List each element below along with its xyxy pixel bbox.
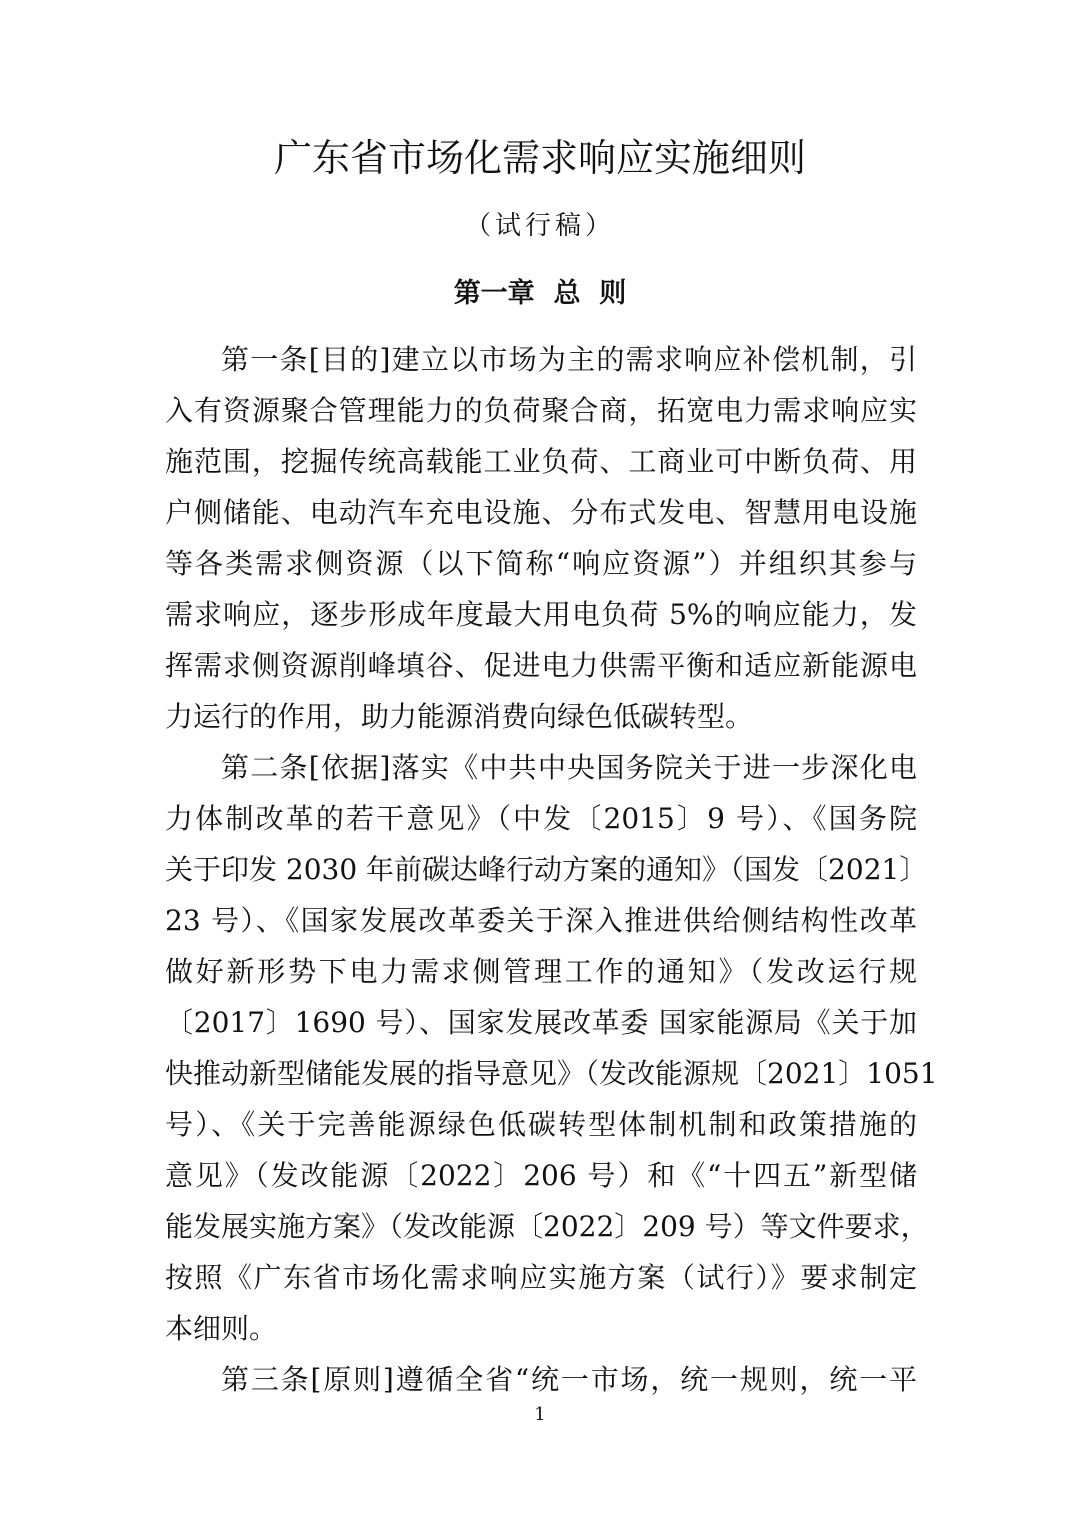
paragraph-line: 能发展实施方案》（发改能源〔2022〕209 号）等文件要求， (165, 1210, 929, 1243)
paragraph-line: 施范围，挖掘传统高载能工业负荷、工商业可中断负荷、用 (165, 445, 917, 478)
article-3-paragraph (165, 1354, 917, 1405)
paragraph-line: 23 号）、《国家发展改革委关于深入推进供给侧结构性改革 (165, 904, 917, 937)
paragraph-line: 关于印发 2030 年前碳达峰行动方案的通知》（国发〔2021〕 (165, 853, 928, 886)
document-body (165, 334, 938, 1405)
paragraph-line: 入有资源聚合管理能力的负荷聚合商，拓宽电力需求响应实 (165, 394, 917, 427)
document-subtitle: （试行稿） (464, 211, 615, 241)
article-1-paragraph (165, 334, 917, 742)
article-2-paragraph (165, 742, 938, 1354)
paragraph-line: 本细则。 (165, 1312, 278, 1345)
document-title: 广东省市场化需求响应实施细则 (273, 136, 806, 180)
paragraph-line: 力体制改革的若干意见》（中发〔2015〕9 号）、《国务院 (165, 802, 917, 835)
paragraph-line: 意见》（发改能源〔2022〕206 号）和《“十四五”新型储 (165, 1159, 917, 1192)
paragraph-line: 挥需求侧资源削峰填谷、促进电力供需平衡和适应新能源电 (165, 649, 917, 682)
paragraph-line: 第二条[依据]落实《中共中央国务院关于进一步深化电 (221, 751, 917, 784)
paragraph-line: 需求响应，逐步形成年度最大用电负荷 5%的响应能力，发 (165, 598, 917, 631)
paragraph-line: 等各类需求侧资源（以下简称“响应资源”）并组织其参与 (165, 547, 917, 580)
paragraph-line: 〔2017〕1690 号）、国家发展改革委 国家能源局《关于加 (165, 1006, 917, 1039)
paragraph-line: 按照《广东省市场化需求响应实施方案（试行）》要求制定 (165, 1261, 917, 1294)
chapter-heading: 第一章 总 则 (453, 278, 627, 309)
paragraph-line: 户侧储能、电动汽车充电设施、分布式发电、智慧用电设施 (165, 496, 917, 529)
page-number: 1 (534, 1404, 546, 1425)
paragraph-line: 第一条[目的]建立以市场为主的需求响应补偿机制，引 (221, 343, 917, 376)
paragraph-line: 第三条[原则]遵循全省“统一市场，统一规则，统一平 (221, 1363, 917, 1396)
paragraph-line: 做好新形势下电力需求侧管理工作的通知》（发改运行规 (165, 955, 917, 988)
paragraph-line: 号）、《关于完善能源绿色低碳转型体制机制和政策措施的 (165, 1108, 917, 1141)
paragraph-line: 力运行的作用，助力能源消费向绿色低碳转型。 (165, 700, 754, 733)
paragraph-line: 快推动新型储能发展的指导意见》（发改能源规〔2021〕1051 (165, 1057, 938, 1090)
